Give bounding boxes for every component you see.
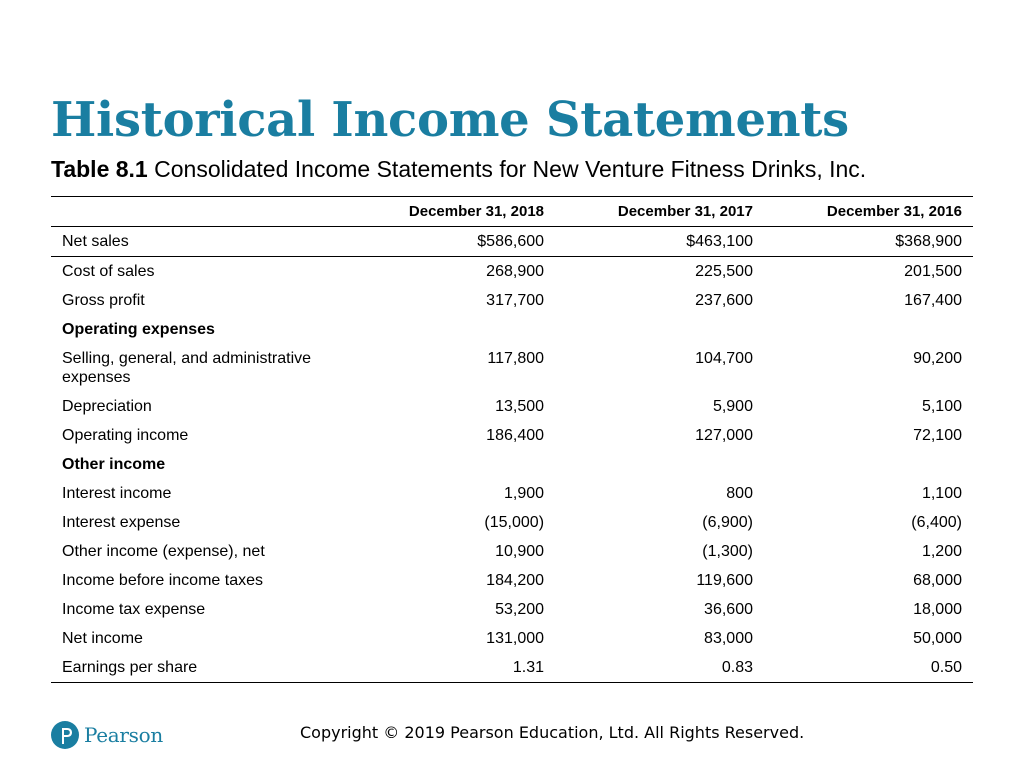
table-header-row [51, 197, 973, 227]
table-caption [51, 156, 866, 183]
cell-value: 268,900 [486, 263, 545, 280]
cell-value: 83,000 [704, 630, 753, 647]
cell-value: 119,600 [696, 572, 753, 589]
slide-title: Historical Income Statements [51, 92, 849, 148]
cell-value [764, 315, 973, 344]
cell-value: 117,800 [487, 350, 545, 367]
row-label: Net sales [51, 227, 346, 257]
cell-value: 167,400 [904, 292, 962, 309]
table-row [51, 392, 973, 421]
cell-value: $368,900 [764, 227, 973, 257]
copyright-notice: Copyright © 2019 Pearson Education, Ltd. All Rights Reserved. [300, 723, 805, 742]
cell-value: 18,000 [913, 601, 962, 618]
cell-value: 68,000 [913, 572, 962, 589]
cell-value: 201,500 [904, 263, 962, 280]
cell-value: 5,100 [921, 398, 962, 415]
cell-value: 1.31 [346, 653, 555, 683]
cell-value: 90,200 [913, 350, 962, 367]
header-cell-2016: December 31, 2016 [764, 197, 973, 227]
row-label: Earnings per share [51, 653, 346, 683]
cell-value: 184,200 [486, 572, 545, 589]
cell-value: 800 [726, 485, 753, 502]
cell-value: 237,600 [695, 292, 753, 309]
header-cell-label [51, 197, 346, 227]
table-row [51, 479, 973, 508]
row-label: Selling, general, and administrative expenses [62, 350, 312, 386]
pearson-logo-text: Pearson [84, 723, 163, 747]
table-row [51, 566, 973, 595]
cell-value: (6,900) [702, 514, 753, 531]
cell-value [346, 450, 555, 479]
row-label: Interest income [62, 485, 172, 502]
cell-value: 0.50 [764, 653, 973, 683]
cell-value: 5,900 [712, 398, 753, 415]
table-row [51, 227, 973, 257]
cell-value: 131,000 [486, 630, 545, 647]
cell-value: (6,400) [911, 514, 962, 531]
cell-value [764, 450, 973, 479]
table-row [51, 537, 973, 566]
cell-value: (1,300) [702, 543, 753, 560]
header-cell-2017: December 31, 2017 [555, 197, 764, 227]
cell-value: 317,700 [486, 292, 545, 309]
cell-value: (15,000) [484, 514, 545, 531]
cell-value: 186,400 [486, 427, 545, 444]
row-label: Cost of sales [62, 263, 155, 280]
section-label: Other income [62, 456, 166, 473]
cell-value [555, 450, 764, 479]
pearson-logo-icon [51, 719, 79, 751]
row-label: Depreciation [62, 398, 152, 415]
cell-value [555, 315, 764, 344]
header-cell-2018: December 31, 2018 [346, 197, 555, 227]
table-row [51, 344, 973, 392]
section-label: Operating expenses [62, 321, 215, 338]
cell-value: 104,700 [695, 350, 753, 367]
cell-value: 1,900 [503, 485, 545, 502]
cell-value: $586,600 [346, 227, 555, 257]
cell-value: 0.83 [555, 653, 764, 683]
cell-value: 13,500 [495, 398, 545, 415]
cell-value: 1,100 [921, 485, 962, 502]
table-caption-text: Consolidated Income Statements for New Venture Fitness Drinks, Inc. [154, 156, 867, 182]
table-row [51, 286, 973, 315]
income-statement-table [51, 196, 973, 683]
row-label: Net income [62, 630, 143, 647]
cell-value: 225,500 [695, 263, 753, 280]
cell-value: 1,200 [921, 543, 962, 560]
cell-value: 10,900 [495, 543, 545, 560]
row-label: Interest expense [62, 514, 181, 531]
row-label: Other income (expense), net [62, 543, 265, 560]
table-section-row [51, 315, 973, 344]
row-label: Income tax expense [62, 601, 206, 618]
row-label: Operating income [62, 427, 189, 444]
cell-value: $463,100 [555, 227, 764, 257]
table-row [51, 508, 973, 537]
pearson-logo [51, 719, 163, 751]
cell-value: 36,600 [704, 601, 753, 618]
table-row [51, 653, 973, 683]
row-label: Gross profit [62, 292, 145, 309]
table-row [51, 595, 973, 624]
table-row [51, 624, 973, 653]
table-row [51, 257, 973, 287]
table-number: Table 8.1 [51, 156, 148, 182]
cell-value: 72,100 [913, 427, 962, 444]
cell-value: 50,000 [913, 630, 962, 647]
cell-value: 127,000 [695, 427, 753, 444]
row-label: Income before income taxes [62, 572, 263, 589]
cell-value: 53,200 [495, 601, 545, 618]
table-section-row [51, 450, 973, 479]
table-row [51, 421, 973, 450]
cell-value [346, 315, 555, 344]
